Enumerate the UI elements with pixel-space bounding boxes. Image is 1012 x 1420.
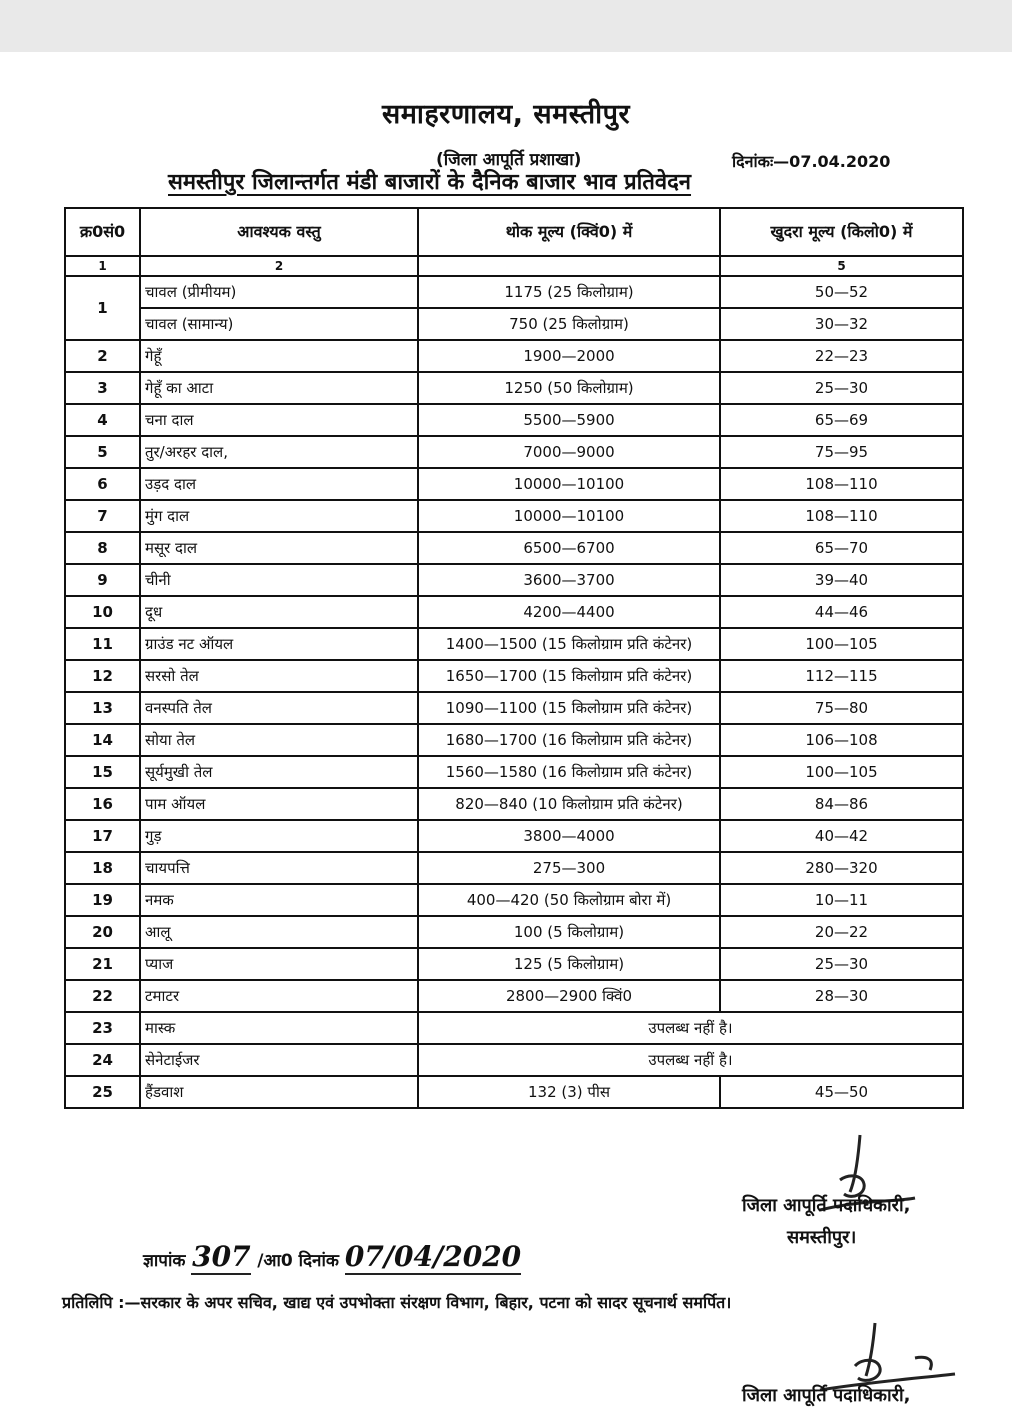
table-row (65, 372, 963, 404)
retail-price: 108—110 (720, 468, 963, 500)
serial-number: 3 (65, 372, 140, 404)
serial-number: 14 (65, 724, 140, 756)
table-row (65, 724, 963, 756)
retail-price: 106—108 (720, 724, 963, 756)
serial-number: 2 (65, 340, 140, 372)
wholesale-price: 3800—4000 (418, 820, 720, 852)
serial-number: 7 (65, 500, 140, 532)
retail-price: 45—50 (720, 1076, 963, 1108)
wholesale-price: 10000—10100 (418, 468, 720, 500)
wholesale-price: 1400—1500 (15 किलोग्राम प्रति कंटेनर) (418, 628, 720, 660)
table-row (65, 276, 963, 308)
serial-number: 6 (65, 468, 140, 500)
unavailable-note: उपलब्ध नहीं है। (418, 1044, 963, 1076)
copy-to-line: प्रतिलिपि :—सरकार के अपर सचिव, खाद्य एवं उपभोक्ता संरक्षण विभाग, बिहार, पटना को सादर सूचनार्थ समर्पित। (62, 1293, 732, 1312)
signatory-designation-1: जिला आपूर्ति पदाधिकारी, (742, 1195, 911, 1216)
reference-label: ज्ञापांक (143, 1251, 186, 1271)
wholesale-price: 1560—1580 (16 किलोग्राम प्रति कंटेनर) (418, 756, 720, 788)
serial-number: 13 (65, 692, 140, 724)
table-row (65, 308, 963, 340)
item-name: वनस्पति तेल (140, 692, 418, 724)
item-name: चायपत्ति (140, 852, 418, 884)
retail-price: 30—32 (720, 308, 963, 340)
table-body (65, 276, 963, 1108)
item-name: गेहूँ (140, 340, 418, 372)
reference-number: 307 (192, 1240, 251, 1273)
reference-middle: /आ0 दिनांक (257, 1251, 339, 1271)
col-number: 1 (65, 256, 140, 276)
serial-number: 12 (65, 660, 140, 692)
wholesale-price: 750 (25 किलोग्राम) (418, 308, 720, 340)
table-row (65, 436, 963, 468)
retail-price: 75—95 (720, 436, 963, 468)
table-row (65, 692, 963, 724)
retail-price: 39—40 (720, 564, 963, 596)
wholesale-price: 1250 (50 किलोग्राम) (418, 372, 720, 404)
table-row (65, 628, 963, 660)
item-name: गुड़ (140, 820, 418, 852)
table-row (65, 660, 963, 692)
item-name: चावल (प्रीमीयम) (140, 276, 418, 308)
item-name: सरसो तेल (140, 660, 418, 692)
serial-number: 4 (65, 404, 140, 436)
item-name: चावल (सामान्य) (140, 308, 418, 340)
retail-price: 100—105 (720, 756, 963, 788)
header-sno: क्र0सं0 (65, 208, 140, 256)
wholesale-price: 3600—3700 (418, 564, 720, 596)
table-row (65, 468, 963, 500)
table-row (65, 1044, 963, 1076)
retail-price: 28—30 (720, 980, 963, 1012)
retail-price: 10—11 (720, 884, 963, 916)
serial-number: 11 (65, 628, 140, 660)
retail-price: 22—23 (720, 340, 963, 372)
wholesale-price: 1900—2000 (418, 340, 720, 372)
table-row (65, 340, 963, 372)
retail-price: 50—52 (720, 276, 963, 308)
wholesale-price: 125 (5 किलोग्राम) (418, 948, 720, 980)
item-name: दूध (140, 596, 418, 628)
serial-number: 20 (65, 916, 140, 948)
wholesale-price: 275—300 (418, 852, 720, 884)
wholesale-price: 400—420 (50 किलोग्राम बोरा में) (418, 884, 720, 916)
retail-price: 75—80 (720, 692, 963, 724)
table-row (65, 1076, 963, 1108)
wholesale-price: 5500—5900 (418, 404, 720, 436)
table-row (65, 948, 963, 980)
unavailable-note: उपलब्ध नहीं है। (418, 1012, 963, 1044)
wholesale-price: 1650—1700 (15 किलोग्राम प्रति कंटेनर) (418, 660, 720, 692)
table-row (65, 564, 963, 596)
col-number: 5 (720, 256, 963, 276)
item-name: ग्राउंड नट ऑयल (140, 628, 418, 660)
wholesale-price: 4200—4400 (418, 596, 720, 628)
retail-price: 100—105 (720, 628, 963, 660)
wholesale-price: 820—840 (10 किलोग्राम प्रति कंटेनर) (418, 788, 720, 820)
serial-number: 1 (65, 276, 140, 340)
retail-price: 108—110 (720, 500, 963, 532)
serial-number: 18 (65, 852, 140, 884)
report-title: समस्तीपुर जिलान्तर्गत मंडी बाजारों के दैनिक बाजार भाव प्रतिवेदन (168, 170, 692, 195)
table-row (65, 916, 963, 948)
wholesale-price: 2800—2900 क्विं0 (418, 980, 720, 1012)
serial-number: 21 (65, 948, 140, 980)
item-name: मास्क (140, 1012, 418, 1044)
table-header-row (65, 208, 963, 256)
serial-number: 17 (65, 820, 140, 852)
item-name: उड़द दाल (140, 468, 418, 500)
item-name: मसूर दाल (140, 532, 418, 564)
item-name: सूर्यमुखी तेल (140, 756, 418, 788)
serial-number: 15 (65, 756, 140, 788)
wholesale-price: 132 (3) पीस (418, 1076, 720, 1108)
wholesale-price: 1090—1100 (15 किलोग्राम प्रति कंटेनर) (418, 692, 720, 724)
col-number (418, 256, 720, 276)
serial-number: 24 (65, 1044, 140, 1076)
retail-price: 44—46 (720, 596, 963, 628)
serial-number: 23 (65, 1012, 140, 1044)
table-row (65, 852, 963, 884)
table-row (65, 596, 963, 628)
table-row (65, 884, 963, 916)
item-name: चीनी (140, 564, 418, 596)
header-wholesale: थोक मूल्य (क्विं0) में (418, 208, 720, 256)
item-name: मुंग दाल (140, 500, 418, 532)
item-name: पाम ऑयल (140, 788, 418, 820)
signatory-designation-2: जिला आपूर्ति पदाधिकारी, (742, 1385, 911, 1406)
retail-price: 25—30 (720, 372, 963, 404)
office-title: समाहरणालय, समस्तीपुर (381, 99, 631, 130)
table-row (65, 404, 963, 436)
retail-price: 112—115 (720, 660, 963, 692)
table-row (65, 820, 963, 852)
table-row (65, 788, 963, 820)
header-retail: खुदरा मूल्य (किलो0) में (720, 208, 963, 256)
serial-number: 19 (65, 884, 140, 916)
serial-number: 25 (65, 1076, 140, 1108)
price-table (64, 207, 964, 1109)
item-name: चना दाल (140, 404, 418, 436)
table-row (65, 1012, 963, 1044)
table-row (65, 500, 963, 532)
retail-price: 65—69 (720, 404, 963, 436)
wholesale-price: 100 (5 किलोग्राम) (418, 916, 720, 948)
item-name: टमाटर (140, 980, 418, 1012)
serial-number: 16 (65, 788, 140, 820)
wholesale-price: 1680—1700 (16 किलोग्राम प्रति कंटेनर) (418, 724, 720, 756)
item-name: हैंडवाश (140, 1076, 418, 1108)
item-name: सेनेटाईजर (140, 1044, 418, 1076)
retail-price: 84—86 (720, 788, 963, 820)
report-date: दिनांकः—07.04.2020 (732, 152, 891, 171)
table-row (65, 756, 963, 788)
item-name: आलू (140, 916, 418, 948)
retail-price: 280—320 (720, 852, 963, 884)
top-bar (0, 0, 1012, 52)
retail-price: 40—42 (720, 820, 963, 852)
wholesale-price: 10000—10100 (418, 500, 720, 532)
serial-number: 9 (65, 564, 140, 596)
header-item: आवश्यक वस्तु (140, 208, 418, 256)
item-name: गेहूँ का आटा (140, 372, 418, 404)
retail-price: 20—22 (720, 916, 963, 948)
branch-name: (जिला आपूर्ति प्रशाखा) (436, 150, 582, 170)
reference-date: 07/04/2020 (344, 1240, 522, 1273)
wholesale-price: 1175 (25 किलोग्राम) (418, 276, 720, 308)
item-name: सोया तेल (140, 724, 418, 756)
table-row (65, 532, 963, 564)
item-name: प्याज (140, 948, 418, 980)
col-number: 2 (140, 256, 418, 276)
column-number-row (65, 256, 963, 276)
serial-number: 8 (65, 532, 140, 564)
wholesale-price: 6500—6700 (418, 532, 720, 564)
table-row (65, 980, 963, 1012)
retail-price: 65—70 (720, 532, 963, 564)
item-name: तुर/अरहर दाल, (140, 436, 418, 468)
reference-line (143, 1240, 521, 1275)
item-name: नमक (140, 884, 418, 916)
retail-price: 25—30 (720, 948, 963, 980)
serial-number: 22 (65, 980, 140, 1012)
serial-number: 10 (65, 596, 140, 628)
signatory-place-1: समस्तीपुर। (787, 1227, 857, 1248)
serial-number: 5 (65, 436, 140, 468)
wholesale-price: 7000—9000 (418, 436, 720, 468)
